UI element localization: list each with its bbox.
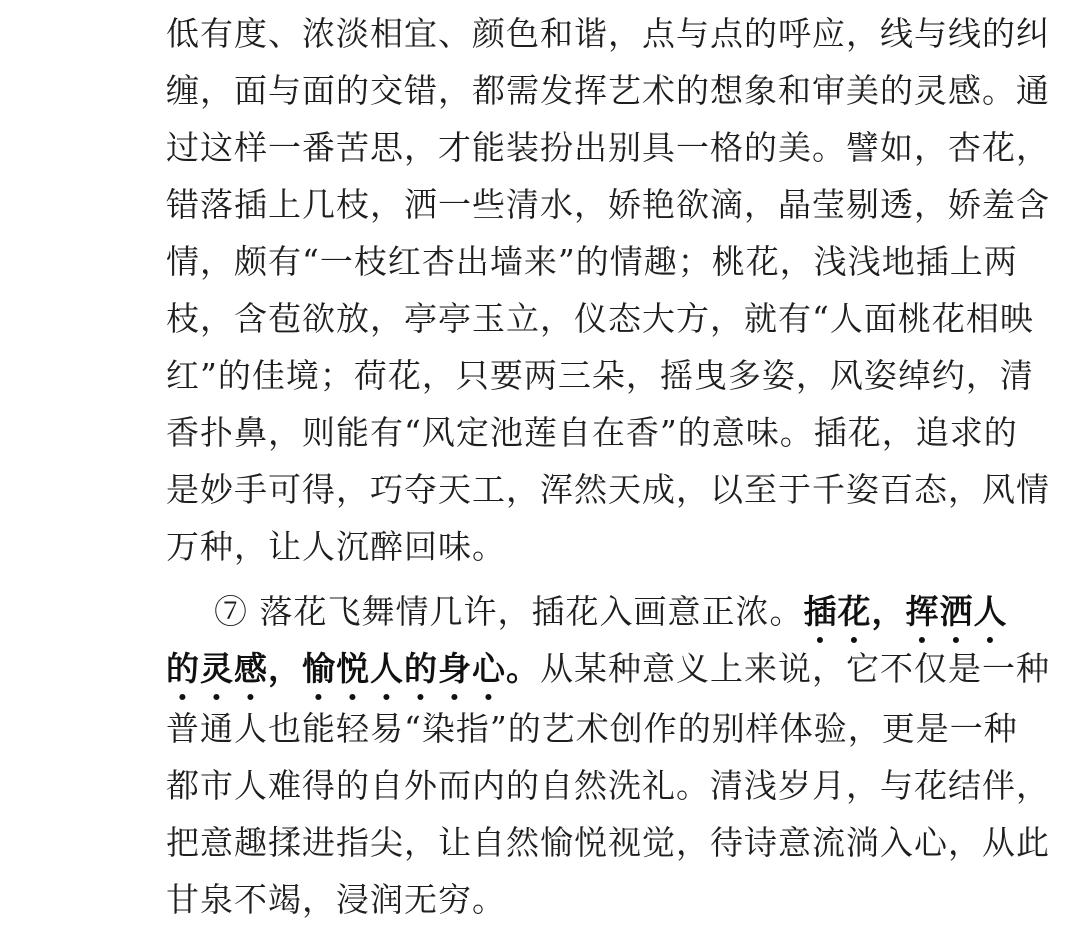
paragraph-1-line-9: 是妙手可得，巧夺天工，浑然天成，以至于千姿百态，风情 bbox=[166, 470, 1050, 509]
paragraph-2-line-3: 普通人也能轻易“染指”的艺术创作的别样体验，更是一种 bbox=[166, 709, 1018, 748]
paragraph-2-line-1-text: ⑦ 落花飞舞情几许，插花入画意正浓。 bbox=[214, 592, 804, 631]
paragraph-2-line-6: 甘泉不竭，浸润无穷。 bbox=[166, 880, 506, 919]
paragraph-2-line-4: 都市人难得的自外而内的自然洗礼。清浅岁月，与花结伴， bbox=[166, 766, 1050, 805]
paragraph-1-line-6: 枝，含苞欲放，亭亭玉立，仪态大方，就有“人面桃花相映 bbox=[166, 299, 1034, 338]
paragraph-2-line-1 bbox=[214, 589, 1008, 651]
paragraph-1-line-1: 低有度、浓淡相宜、颜色和谐，点与点的呼应，线与线的纠 bbox=[166, 14, 1050, 53]
paragraph-2-line-2 bbox=[166, 646, 1050, 708]
paragraph-2-line-5: 把意趣揉进指尖，让自然愉悦视觉，待诗意流淌入心，从此 bbox=[166, 823, 1050, 862]
paragraph-1-line-4: 错落插上几枝，洒一些清水，娇艳欲滴，晶莹剔透，娇羞含 bbox=[166, 185, 1050, 224]
paragraph-1-line-10: 万种，让人沉醉回味。 bbox=[166, 527, 506, 566]
paragraph-1-line-8: 香扑鼻，则能有“风定池莲自在香”的意味。插花，追求的 bbox=[166, 413, 1018, 452]
paragraph-2-emphasis-1: 插花，挥洒人 bbox=[803, 592, 1008, 631]
paragraph-1-line-2: 缠，面与面的交错，都需发挥艺术的想象和审美的灵感。通 bbox=[166, 71, 1050, 110]
paragraph-1-line-5: 情，颇有“一枝红杏出墙来”的情趣；桃花，浅浅地插上两 bbox=[166, 242, 1018, 281]
paragraph-2-line-2-text: 从某种意义上来说，它不仅是一种 bbox=[540, 649, 1050, 688]
paragraph-1-line-7: 红”的佳境；荷花，只要两三朵，摇曳多姿，风姿绰约，清 bbox=[166, 356, 1034, 395]
paragraph-1-line-3: 过这样一番苦思，才能装扮出别具一格的美。譬如，杏花， bbox=[166, 128, 1050, 167]
paragraph-2-emphasis-2: 的灵感，愉悦人的身心。 bbox=[166, 649, 540, 688]
